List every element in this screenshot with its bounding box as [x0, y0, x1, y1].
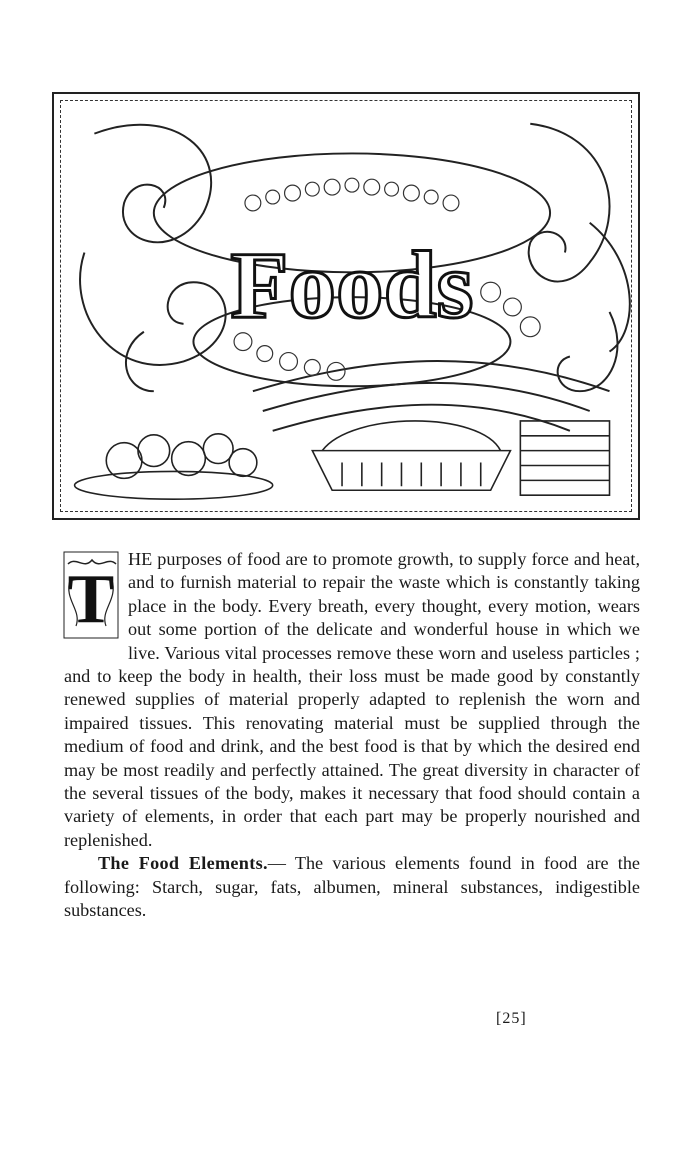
- section-heading: The Food Elements.: [98, 853, 268, 874]
- article-body: [64, 548, 640, 923]
- illustration-frame: [52, 92, 640, 520]
- svg-text:T: T: [67, 561, 115, 638]
- illustration-title: Foods: [230, 231, 474, 338]
- ornamental-food-illustration: [54, 94, 638, 518]
- paragraph-intro: HE purposes of food are to promote growth, to supply force and heat, and to furnish material to repair the waste which is constantly taking place in the body. Every breath, every thought, every motion, wears out some portion of the delicate and wonderful house in which we live. Various vital processes remove these worn and useless particles ; and to keep the body in health, their loss must be made good by constantly renewed supplies of material properly adapted to replenish the worn and impaired tissues. This renovating material must be supplied through the medium of food and drink, and the best food is that by which the desired end may be most readily and perfectly attained. The great diversity in character of the several tissues of the body, makes it necessary that food should contain a variety of elements, in order that each part may be properly nourished and replenished.: [64, 549, 640, 850]
- ornamental-dropcap-icon: [62, 550, 120, 642]
- paragraph-food-elements: The Food Elements.— The various elements found in food are the following: Starch, sugar, fats, albumen, mineral substances, indigestible substances.: [64, 853, 641, 921]
- page-number: [25]: [496, 1010, 527, 1027]
- drop-cap: [62, 550, 120, 642]
